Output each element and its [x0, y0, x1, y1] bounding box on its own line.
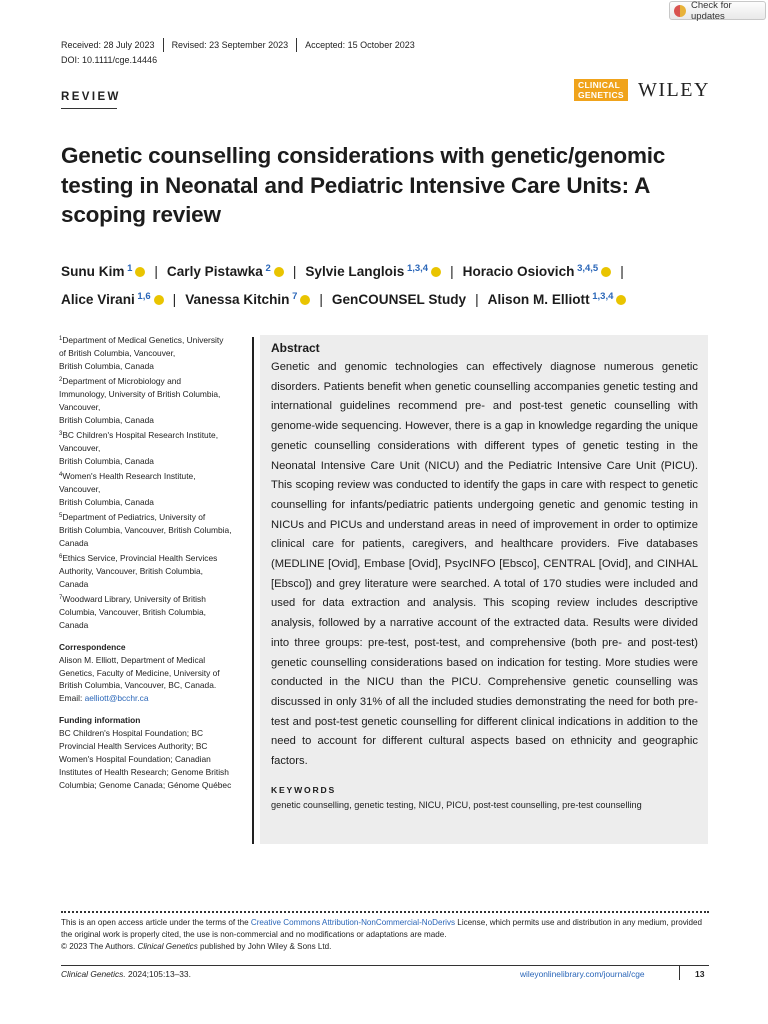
affiliation-line: Vancouver,	[59, 442, 101, 453]
affiliation-line: Columbia, Vancouver, British Columbia,	[59, 606, 206, 617]
orcid-icon[interactable]	[431, 267, 441, 277]
check-for-updates-button[interactable]	[669, 1, 766, 20]
author-name: Vanessa Kitchin	[185, 292, 290, 307]
footer-journal: Clinical Genetics.	[61, 969, 126, 979]
affiliation-number: 7	[59, 595, 63, 601]
footer-rule	[61, 965, 709, 966]
correspondence-text	[59, 654, 247, 693]
orcid-icon[interactable]	[274, 267, 284, 277]
affiliation-line: Canada	[59, 619, 89, 630]
section-rule	[61, 108, 117, 109]
publisher-logo: WILEY	[638, 79, 710, 101]
journal-logo-line1: CLINICAL	[578, 80, 621, 90]
email-link[interactable]: aelliott@bcchr.ca	[84, 693, 149, 704]
affiliation-line: $^6$Ethics Service, Provincial Health Services	[59, 552, 218, 563]
side-column	[59, 333, 247, 792]
author-affiliation-ref[interactable]: 1,6	[134, 291, 151, 302]
funding-text	[59, 727, 247, 792]
author-list	[61, 256, 711, 312]
column-divider	[252, 337, 254, 844]
page-number: 13	[695, 969, 705, 979]
journal-logo-line2: GENETICS	[578, 90, 624, 100]
affiliation-line: $^7$Woodward Library, University of British	[59, 594, 206, 604]
affiliation	[59, 374, 247, 427]
author	[332, 292, 466, 307]
correspondence-email-line	[59, 692, 247, 705]
license-text	[61, 917, 711, 953]
keywords-heading: KEYWORDS	[271, 784, 337, 795]
correspondence-line: British Columbia, Vancouver, BC, Canada.	[59, 680, 217, 691]
affiliation-number: 4	[59, 471, 63, 478]
author-name: Alice Virani	[61, 292, 135, 307]
author-name: Carly Pistawka	[166, 264, 263, 279]
email-label: Email:	[59, 693, 85, 704]
affiliation-line: Immunology, University of British Columbia,	[59, 388, 221, 399]
author	[167, 264, 284, 279]
footer-citation	[61, 969, 191, 979]
affiliation-line: British Columbia, Canada	[59, 414, 154, 425]
correspondence-heading: Correspondence	[59, 641, 126, 652]
affiliation-line: of British Columbia, Vancouver,	[59, 347, 176, 358]
footnote-rule	[61, 911, 709, 913]
author-separator: |	[450, 264, 454, 279]
affiliation-line: Authority, Vancouver, British Columbia,	[59, 565, 203, 576]
abstract-heading: Abstract	[271, 341, 320, 355]
journal-url-link[interactable]: wileyonlinelibrary.com/journal/cge	[520, 969, 645, 979]
author-name: Sunu Kim	[61, 264, 125, 279]
affiliation-line: $^3$BC Children's Hospital Research Institute,	[59, 429, 219, 440]
author-affiliation-ref[interactable]: 1,3,4	[404, 263, 429, 274]
author-affiliation-ref[interactable]: 1,3,4	[589, 291, 614, 302]
affiliation	[59, 428, 247, 468]
keywords-text: genetic counselling, genetic testing, NICU, PICU, post-test counselling, pre-test counselling	[271, 799, 642, 810]
author-name: Sylvie Langlois	[305, 264, 405, 279]
affiliation-number: 6	[59, 553, 63, 560]
correspondence-line: Alison M. Elliott, Department of Medical	[59, 654, 206, 665]
affiliation	[59, 469, 247, 509]
affiliation-line: Canada	[59, 578, 89, 589]
affiliation-line: $^2$Department of Microbiology and	[59, 376, 182, 387]
abstract-text: Genetic and genomic technologies can effectively diagnose numerous genetic disorders. Patients benefit when genetic counselling accompanies genetic testing and international guidelines recommend pre- and post-test genetic counselling with genome-wide sequencing. However, there is a gap in knowledge regarding the unique genetic counselling considerations with different types of genetic testing in the Neonatal Intensive Care Unit (NICU) and the Pediatric Intensive Care Unit (PICU). This scoping review was conducted to identify the gaps in care with respect to genetic counselling for infants/pediatric patients undergoing genetic and genomic testing in NICUs and PICUs and understand areas in need of improvement in order to optimize clinical care for patients, caregivers, and healthcare providers. Five databases (MEDLINE [Ovid], Embase [Ovid], PsycINFO [Ebsco], CENTRAL [Ovid], and CINHAL [Ebsco]) and grey literature were searched. A total of 170 studies were included and used for data extraction and analysis. This scoping review includes descriptive analysis, followed by a narrative account of the extracted data. Results were divided into three groups: pre-test, post-test, and comprehensive (both pre- and post-test) genetic counselling considerations based on indication for testing. More studies were conducted in the NICU than the PICU. Comprehensive genetic counselling was discussed in only 31% of all the included studies demonstrating the need for both pre-test and post-test genetic counselling for different clinical indications in addition to the need to account for different cultural aspects based on ethnicity and geographic factors.	[271, 361, 698, 768]
revised-date: Revised: 23 September 2023	[163, 38, 297, 52]
journal-logo	[574, 79, 628, 101]
author	[61, 292, 164, 307]
orcid-icon[interactable]	[601, 267, 611, 277]
copyright-journal: Clinical Genetics	[137, 942, 198, 951]
affiliation-line: British Columbia, Vancouver, British Columbia,	[59, 524, 232, 535]
copyright-post: published by John Wiley & Sons Ltd.	[197, 942, 332, 951]
accepted-date: Accepted: 15 October 2023	[296, 38, 423, 52]
affiliation-number: 3	[59, 430, 63, 437]
funding-line: BC Children's Hospital Foundation; BC	[59, 728, 204, 739]
author-affiliation-ref[interactable]: 2	[262, 263, 271, 274]
orcid-icon[interactable]	[300, 295, 310, 305]
affiliation	[59, 592, 247, 632]
footer-separator	[679, 966, 680, 980]
article-title: Genetic counselling considerations with genetic/genomic testing in Neonatal and Pediatric Intensive Care Units: A scoping review	[61, 143, 666, 227]
author	[305, 264, 441, 279]
funding-line: Columbia; Genome Canada; Génome Québec	[59, 779, 232, 790]
affiliation	[59, 510, 247, 550]
funding-line: Women's Hospital Foundation; Canadian	[59, 753, 211, 764]
doi: DOI: 10.1111/cge.14446	[61, 55, 158, 65]
correspondence-line: Genetics, Faculty of Medicine, University of	[59, 667, 220, 678]
affiliation	[59, 551, 247, 591]
author-separator: |	[154, 264, 158, 279]
affiliation	[59, 333, 247, 373]
author-separator: |	[475, 292, 479, 307]
affiliation-line: Canada	[59, 537, 89, 548]
affiliation-number: 5	[59, 512, 63, 519]
copyright-line	[61, 941, 711, 953]
author-separator: |	[292, 264, 297, 279]
copyright-pre: © 2023 The Authors.	[61, 942, 138, 951]
author-affiliation-ref[interactable]: 1	[124, 263, 133, 274]
orcid-icon[interactable]	[135, 267, 145, 277]
affiliation-line: Vancouver,	[59, 401, 101, 412]
license-post: License, which permits use and distribution in any medium, provided the original work is properly cited, the use is non-commercial and no modifications or adaptations are made.	[61, 918, 703, 939]
received-date: Received: 28 July 2023	[61, 40, 155, 50]
license-pre: This is an open access article under the terms of the	[61, 918, 251, 927]
affiliations	[59, 333, 247, 632]
orcid-icon[interactable]	[154, 295, 164, 305]
author	[488, 292, 627, 307]
affiliation-number: 1	[59, 336, 63, 342]
author	[463, 264, 612, 279]
check-for-updates-label: Check for updates	[691, 0, 732, 22]
author-separator: |	[620, 264, 624, 279]
affiliation-line: Vancouver,	[59, 483, 101, 494]
affiliation-line: British Columbia, Canada	[59, 455, 154, 466]
author-name: GenCOUNSEL Study	[331, 292, 467, 307]
author	[61, 264, 145, 279]
author-name: Alison M. Elliott	[487, 292, 590, 307]
abstract-box	[260, 335, 708, 844]
affiliation-line: $^4$Women's Health Research Institute,	[59, 470, 196, 481]
affiliation-number: 2	[59, 377, 63, 384]
crossmark-icon	[674, 5, 686, 17]
footer-volume: 2024;105:13–33.	[125, 969, 191, 979]
affiliation-line: $^1$Department of Medical Genetics, University	[59, 335, 224, 345]
section-label: REVIEW	[61, 91, 121, 103]
author-affiliation-ref[interactable]: 7	[289, 291, 298, 302]
article-dates	[61, 38, 423, 52]
funding-line: Provincial Health Services Authority; BC	[59, 741, 208, 752]
orcid-icon[interactable]	[616, 295, 626, 305]
license-link[interactable]: Creative Commons Attribution-NonCommercial-NoDerivs	[250, 918, 456, 927]
affiliation-line: British Columbia, Canada	[59, 496, 154, 507]
author-separator: |	[319, 292, 323, 307]
author-name: Horacio Osiovich	[462, 264, 575, 279]
funding-heading: Funding information	[59, 715, 141, 726]
affiliation-line: $^5$Department of Pediatrics, University of	[59, 511, 206, 522]
funding-line: Institutes of Health Research; Genome British	[59, 766, 229, 777]
author-separator: |	[172, 292, 177, 307]
affiliation-line: British Columbia, Canada	[59, 360, 154, 371]
author	[185, 292, 310, 307]
author-affiliation-ref[interactable]: 3,4,5	[574, 263, 599, 274]
